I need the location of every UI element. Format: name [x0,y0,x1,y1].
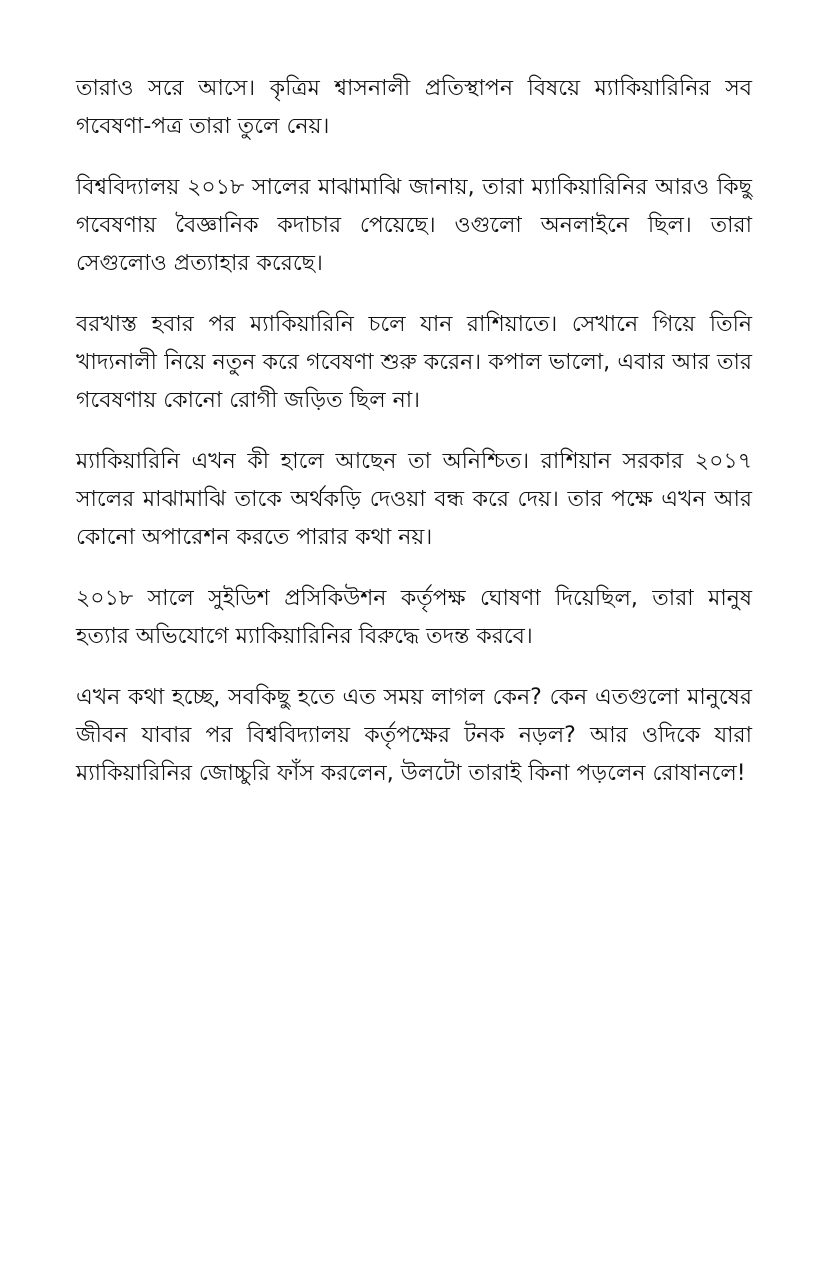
paragraph: ম্যাকিয়ারিনি এখন কী হালে আছেন তা অনিশ্চিত। রাশিয়ান সরকার ২০১৭ সালের মাঝামাঝি তাকে অর্থকড়ি দেওয়া বন্ধ করে দেয়। তার পক্ষে এখন আর কোনো অপারেশন করতে পারার কথা নয়। [76,449,752,550]
paragraph: বরখাস্ত হবার পর ম্যাকিয়ারিনি চলে যান রাশিয়াতে। সেখানে গিয়ে তিনি খাদ্যনালী নিয়ে নতুন করে গবেষণা শুরু করেন। কপাল ভালো, এবার আর তার গবেষণায় কোনো রোগী জড়িত ছিল না। [76,312,752,413]
paragraph: তারাও সরে আসে। কৃত্রিম শ্বাসনালী প্রতিস্থাপন বিষয়ে ম্যাকিয়ারিনির সব গবেষণা-পত্র তারা তুলে নেয়। [76,76,752,139]
paragraph: এখন কথা হচ্ছে, সবকিছু হতে এত সময় লাগল কেন? কেন এতগুলো মানুষের জীবন যাবার পর বিশ্ববিদ্যালয় কর্তৃপক্ষের টনক নড়ল? আর ওদিকে যারা ম্যাকিয়ারিনির জোচ্চুরি ফাঁস করলেন, উলটো তারাই কিনা পড়লেন রোষানলে! [76,685,752,786]
page-body [76,70,752,816]
paragraph: বিশ্ববিদ্যালয় ২০১৮ সালের মাঝামাঝি জানায়, তারা ম্যাকিয়ারিনির আরও কিছু গবেষণায় বৈজ্ঞানিক কদাচার পেয়েছে। ওগুলো অনলাইনে ছিল। তারা সেগুলোও প্রত্যাহার করেছে। [76,175,752,276]
paragraph: ২০১৮ সালে সুইডিশ প্রসিকিউশন কর্তৃপক্ষ ঘোষণা দিয়েছিল, তারা মানুষ হত্যার অভিযোগে ম্যাকিয়ারিনির বিরুদ্ধে তদন্ত করবে। [76,586,752,649]
